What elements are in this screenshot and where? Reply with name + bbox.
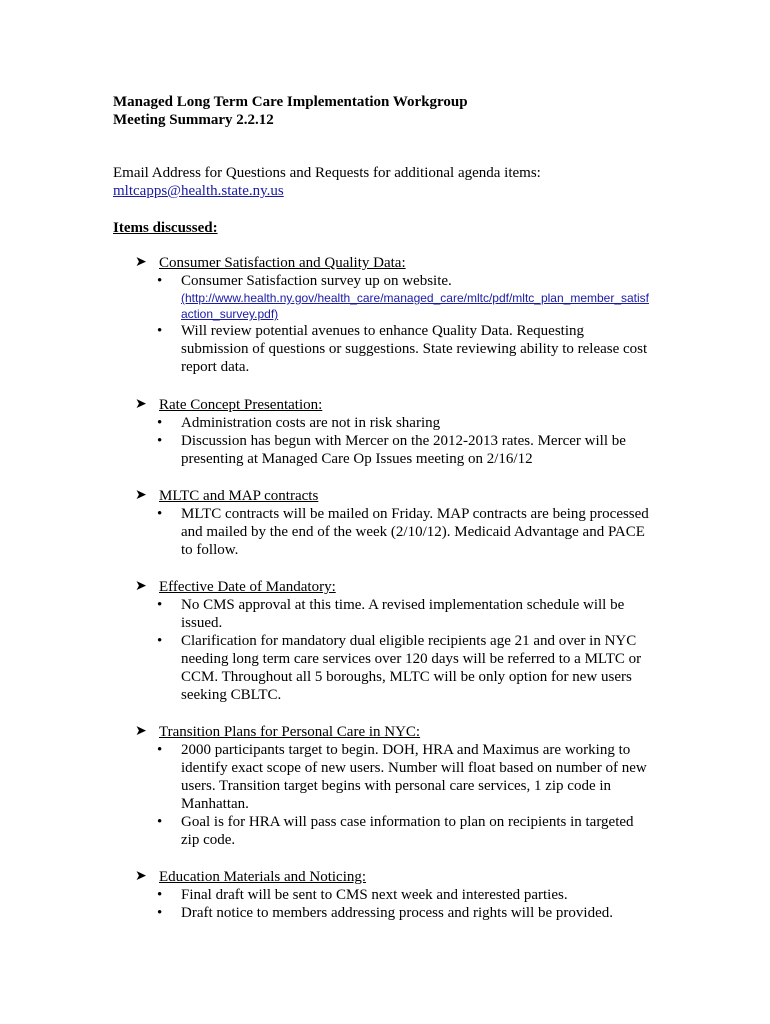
section-transition-plans [135, 723, 655, 849]
bullet-dot-icon: • [157, 905, 163, 921]
list-item: • MLTC contracts will be mailed on Friday. MAP contracts are being processed and mailed by the end of the week (2/10/12). Medicaid Advantage and PACE to follow. [157, 506, 649, 558]
arrow-bullet-icon: ➤ [135, 488, 147, 503]
arrow-bullet-icon: ➤ [135, 255, 147, 270]
title-line-2: Meeting Summary 2.2.12 [113, 112, 274, 128]
list-item: • Will review potential avenues to enhance Quality Data. Requesting submission of questions or suggestions. State reviewing ability to release cost report data. [157, 323, 648, 375]
list-item: • Final draft will be sent to CMS next week and interested parties. [157, 887, 568, 903]
list-item: • Clarification for mandatory dual eligible recipients age 21 and over in NYC needing long term care services over 120 days will be referred to a MLTC or CCM. Throughout all 5 boroughs, MLTC will be only option for new users seeking CBLTC. [157, 633, 642, 703]
list-item: • Consumer Satisfaction survey up on website. (http://www.health.ny.gov/health_care/managed_care/mltc/pdf/mltc_plan_member_satisfaction_survey.pdf) [135, 272, 655, 322]
section-rate-concept [135, 396, 655, 468]
email-link[interactable]: mltcapps@health.state.ny.us [113, 183, 284, 199]
arrow-bullet-icon: ➤ [135, 579, 147, 594]
section-title: Rate Concept Presentation: [159, 397, 323, 413]
bullet-dot-icon: • [157, 597, 163, 613]
list-item: • Administration costs are not in risk sharing [157, 415, 441, 431]
bullet-dot-icon: • [157, 415, 163, 431]
section-effective-date [135, 578, 655, 704]
survey-link[interactable]: (http://www.health.ny.gov/health_care/managed_care/mltc/pdf/mltc_plan_member_satisfaction_survey.pdf) [181, 291, 650, 321]
bullet-dot-icon: • [157, 323, 163, 339]
section-title: Education Materials and Noticing: [159, 869, 367, 885]
bullet-dot-icon: • [157, 814, 163, 830]
section-title: Effective Date of Mandatory: [159, 579, 336, 595]
section-title: Consumer Satisfaction and Quality Data: [159, 255, 406, 271]
bullet-dot-icon: • [157, 887, 163, 903]
bullet-dot-icon: • [157, 273, 163, 289]
title-line-1: Managed Long Term Care Implementation Workgroup [113, 94, 468, 110]
document-title [113, 93, 468, 129]
list-item: • No CMS approval at this time. A revised implementation schedule will be issued. [157, 597, 625, 631]
list-item: • Draft notice to members addressing process and rights will be provided. [157, 905, 613, 921]
contact-label: Email Address for Questions and Requests for additional agenda items: [113, 165, 541, 181]
items-discussed-heading: Items discussed: [113, 220, 218, 236]
arrow-bullet-icon: ➤ [135, 397, 147, 412]
section-consumer-satisfaction [135, 254, 655, 376]
bullet-dot-icon: • [157, 633, 163, 649]
bullet-dot-icon: • [157, 506, 163, 522]
bullet-dot-icon: • [157, 742, 163, 758]
bullet-dot-icon: • [157, 433, 163, 449]
section-mltc-map-contracts [135, 487, 655, 559]
arrow-bullet-icon: ➤ [135, 724, 147, 739]
section-education-materials [135, 868, 655, 922]
contact-block [113, 164, 541, 200]
section-title: Transition Plans for Personal Care in NYC: [159, 724, 421, 740]
section-title: MLTC and MAP contracts [159, 488, 319, 504]
list-item: • Goal is for HRA will pass case information to plan on recipients in targeted zip code. [157, 814, 634, 848]
list-item: • 2000 participants target to begin. DOH, HRA and Maximus are working to identify exact scope of new users. Number will float based on number of new users. Transition target begins with personal care services, 1 zip code in Manhattan. [157, 742, 647, 812]
arrow-bullet-icon: ➤ [135, 869, 147, 884]
list-item: • Discussion has begun with Mercer on the 2012-2013 rates. Mercer will be presenting at Managed Care Op Issues meeting on 2/16/12 [157, 433, 626, 467]
